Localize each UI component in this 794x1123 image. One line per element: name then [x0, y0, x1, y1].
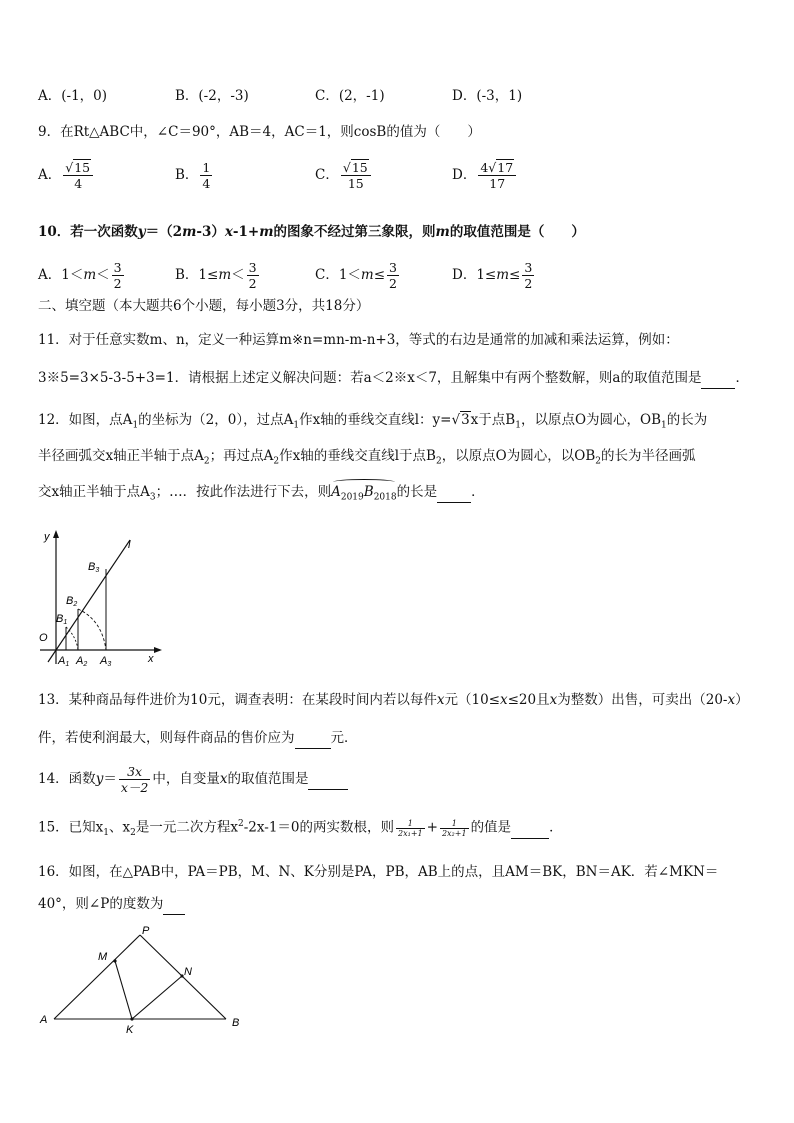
label-o: O: [39, 632, 48, 644]
label-b1: B1: [56, 613, 68, 626]
q9-option-a: A． $\frac{√15}{4}$: [38, 160, 95, 191]
q12-line-1: 12．如图，点$A_1$的坐标为（2，0），过点$A_1$作x轴的垂线交直线l：y=√3x于点$B_1$，以原点O为圆心，$OB_1$的长为: [38, 412, 708, 431]
side-pa: [54, 935, 140, 1019]
q9-option-b: B． $\frac{1}{4}$: [175, 160, 211, 191]
figure-q16: [36, 920, 256, 1038]
q16-line-1: 16．如图，在△PAB中，PA＝PB，M、N、K分别是PA，PB，AB上的点，且AM＝BK，BN＝AK．若∠MKN＝: [38, 864, 719, 880]
q10-option-d: D．1≤m≤ $\frac{3}{2}$: [452, 260, 533, 291]
q9-option-d: D． $\frac{4√17}{17}$: [452, 160, 518, 191]
label-a2: A2: [76, 655, 88, 668]
label-m: M: [98, 951, 108, 963]
q8-option-a: A．(-1，0): [38, 88, 108, 104]
q10-option-a: A．1＜m＜ $\frac{3}{2}$: [38, 260, 122, 291]
answer-blank: [511, 818, 549, 839]
label-b2: B2: [66, 595, 78, 608]
q12-line-3: 交x轴正半轴于点$A_3$；…．按此作法进行下去，则 $A_{2019}B_{2018}$的长是 ．: [38, 482, 485, 508]
q9-option-c: C． $\frac{√15}{15}$: [315, 160, 373, 191]
q10-stem: 10．若一次函数y＝（2m-3）x-1+m的图象不经过第三象限，则m的取值范围是（ ）: [38, 224, 585, 240]
q8-option-d: D．(-3，1): [452, 88, 523, 104]
q10-option-b: B．1≤m＜ $\frac{3}{2}$: [175, 260, 257, 291]
q13-line-2: 件，若使利润最大，则每件商品的售价应为 元．: [38, 728, 358, 749]
line-l: [48, 540, 130, 662]
y-axis-arrow: [53, 530, 59, 538]
q14-line: 14．函数y＝ $\frac{3x}{x-2}$ 中，自变量x的取值范围是: [38, 764, 348, 795]
label-y: y: [44, 531, 50, 543]
label-k: K: [126, 1024, 134, 1036]
point-k: [130, 1017, 133, 1020]
q15-line: 15．已知$x_1$、$x_2$是一元二次方程$x^2-2x-1=0$的两实数根，则 $\frac{1}{\text{2x₁+1}}$ + $\frac{1}{\text{2x₂+1}}$ 的值是 ．: [38, 818, 563, 839]
q8-option-b: B．(-2，-3): [175, 88, 249, 104]
label-l: l: [128, 539, 131, 551]
section-heading: 二、填空题（本大题共6个小题，每小题3分，共18分）: [38, 298, 370, 314]
label-x: x: [148, 653, 154, 665]
x-axis-arrow: [154, 647, 162, 653]
q10-option-c: C．1＜m≤ $\frac{3}{2}$: [315, 260, 397, 291]
label-a3: A3: [100, 655, 112, 668]
arc-2: [78, 609, 106, 650]
label-a: A: [40, 1014, 48, 1026]
answer-blank: [295, 728, 331, 749]
point-m: [113, 959, 116, 962]
label-a1: A1: [58, 655, 70, 668]
q12-line-2: 半径画弧交x轴正半轴于点$A_2$；再过点$A_2$作x轴的垂线交直线l于点$B_2$，以原点O为圆心，以$OB_2$的长为半径画弧: [38, 448, 696, 467]
answer-blank: [701, 368, 735, 389]
q11-line-1: 11．对于任意实数m、n，定义一种运算m※n=mn-m-n+3，等式的右边是通常的加减和乘法运算，例如：: [38, 332, 679, 348]
label-b: B: [232, 1017, 240, 1029]
arc-1: [66, 627, 78, 650]
answer-blank: [437, 482, 471, 503]
label-b3: B3: [88, 561, 100, 574]
answer-blank: [308, 769, 348, 790]
q13-line-1: 13．某种商品每件进价为10元，调查表明：在某段时间内若以每件x元（10≤x≤20且x为整数）出售，可卖出（20-x）: [38, 692, 749, 708]
arc-notation: $A_{2019}B_{2018}$: [331, 482, 396, 508]
label-n: N: [184, 966, 192, 978]
segment-kn: [132, 976, 182, 1019]
q8-option-c: C．(2，-1): [315, 88, 385, 104]
answer-blank: [163, 894, 185, 915]
segment-mk: [115, 961, 132, 1019]
figure-q12: [36, 526, 166, 671]
label-p: P: [142, 925, 150, 937]
q11-line-2: 3※5=3×5-3-5+3=1．请根据上述定义解决问题：若a＜2※x＜7，且解集中有两个整数解，则a的取值范围是 ．: [38, 368, 749, 389]
q9-stem: 9．在Rt△ABC中，∠C＝90°，AB＝4，AC＝1，则cosB的值为（ ）: [38, 124, 481, 140]
q16-line-2: 40°，则∠P的度数为: [38, 894, 185, 915]
